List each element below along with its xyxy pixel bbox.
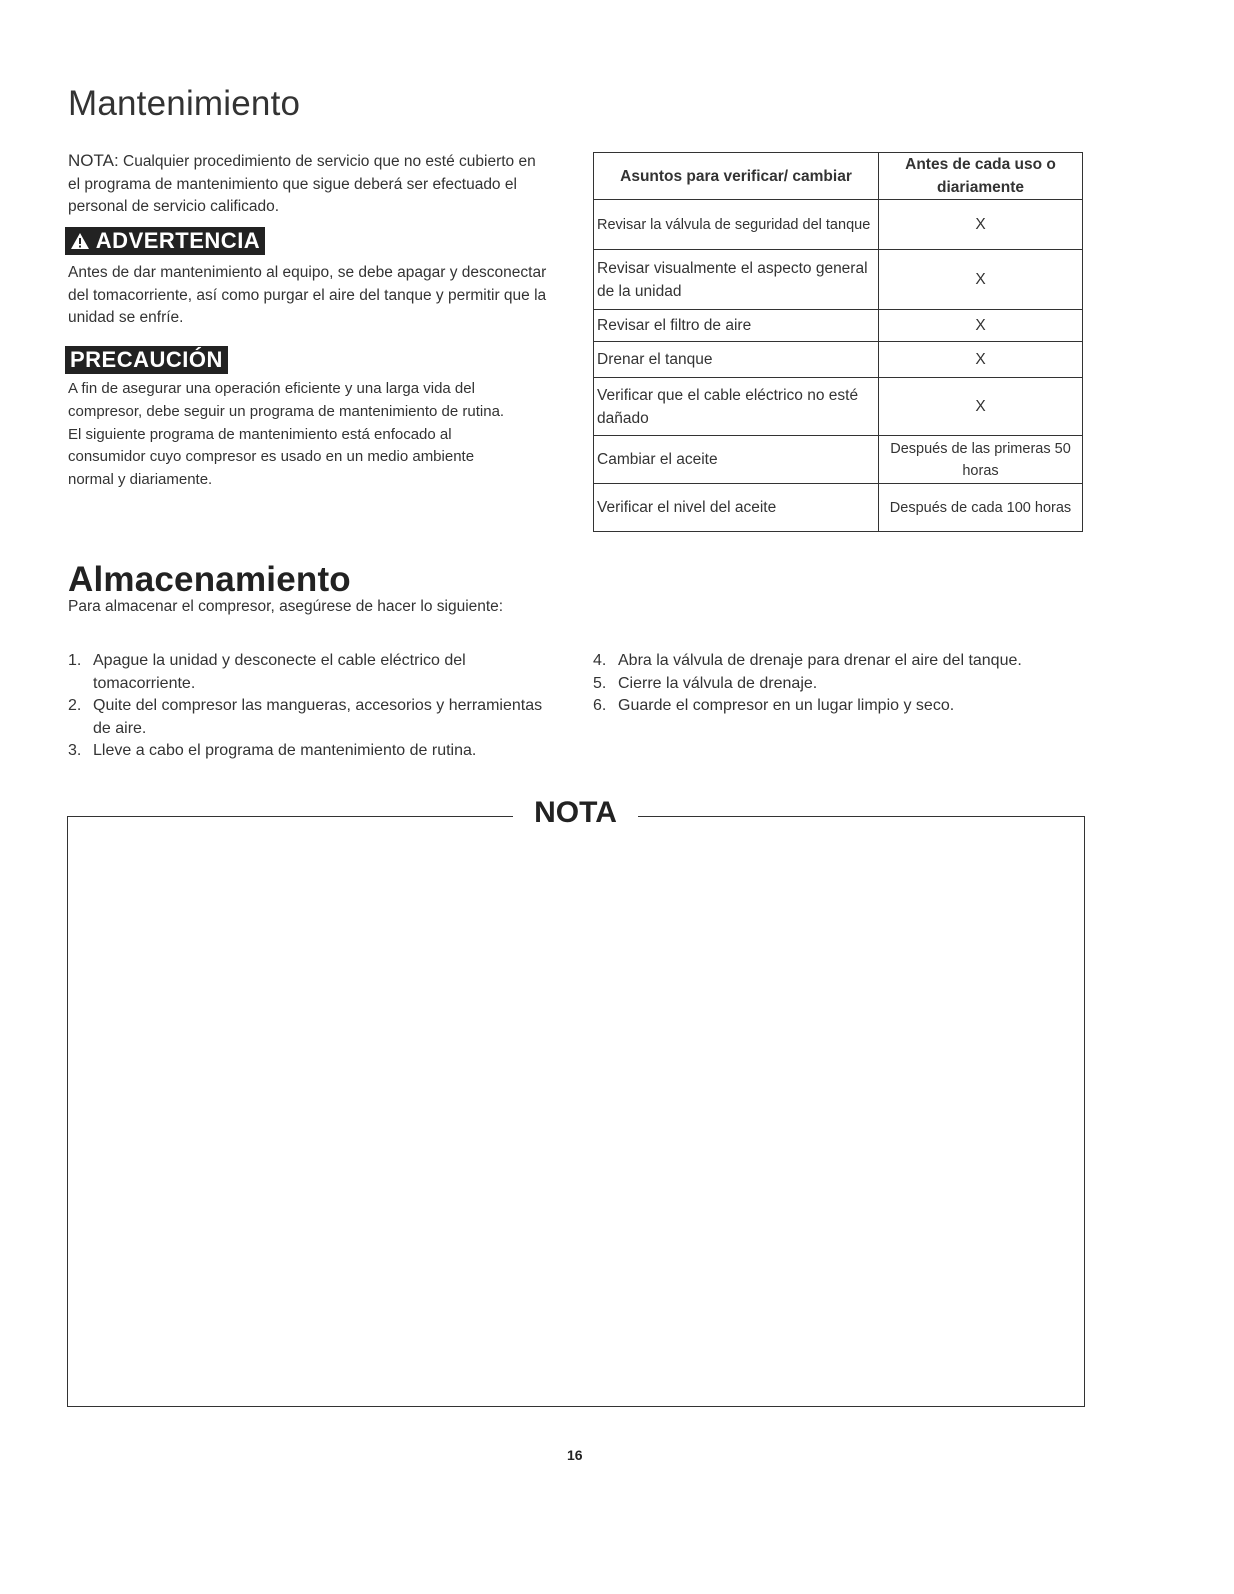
warning-text: Antes de dar mantenimiento al equipo, se debe apagar y desconectar del tomacorriente, así como purgar el aire del tanque y permitir que la unidad se enfríe. — [68, 264, 547, 326]
column-header-task: Asuntos para verificar/ cambiar — [594, 153, 879, 200]
list-item — [68, 740, 548, 763]
step-text: Apague la unidad y desconecte el cable eléctrico del tomacorriente. — [93, 652, 466, 692]
column-header-frequency: Antes de cada uso o diariamente — [879, 153, 1083, 200]
frequency-cell: X — [879, 342, 1083, 378]
step-text: Cierre la válvula de drenaje. — [618, 674, 818, 692]
table-row — [594, 250, 1083, 310]
storage-heading: Almacenamiento — [68, 560, 351, 599]
note-text: Cualquier procedimiento de servicio que no esté cubierto en el programa de mantenimiento que sigue deberá ser efectuado el personal de servicio calificado. — [68, 153, 536, 215]
step-text: Guarde el compresor en un lugar limpio y seco. — [618, 697, 955, 714]
task-cell: Revisar la válvula de seguridad del tanque — [594, 200, 879, 250]
step-number: 2. — [68, 697, 82, 714]
caution-label: PRECAUCIÓN — [65, 346, 228, 374]
frequency-cell: Después de cada 100 horas — [879, 484, 1083, 532]
maintenance-schedule-table — [593, 152, 1083, 532]
task-cell: Cambiar el aceite — [594, 436, 879, 484]
table-row — [594, 310, 1083, 342]
storage-steps-left — [68, 650, 548, 763]
list-item — [68, 650, 548, 695]
page-number: 16 — [567, 1447, 583, 1463]
step-number: 1. — [68, 652, 82, 669]
table-row — [594, 484, 1083, 532]
table-row — [594, 200, 1083, 250]
frequency-cell: X — [879, 200, 1083, 250]
frequency-cell: X — [879, 310, 1083, 342]
maintenance-heading: Mantenimiento — [68, 84, 301, 123]
step-text: Abra la válvula de drenaje para drenar el aire del tanque. — [618, 652, 1022, 669]
table-header-row — [594, 153, 1083, 200]
caution-text: A fin de asegurar una operación eficiente y una larga vida del compresor, debe seguir un programa de mantenimiento de rutina. El siguiente programa de mantenimiento está enfocado al consumidor cuyo compresor es usado en un medio ambiente normal y diariamente. — [68, 380, 505, 489]
storage-steps-right — [593, 650, 1053, 718]
warning-triangle-icon — [70, 228, 96, 253]
step-number: 3. — [68, 742, 82, 759]
maintenance-note — [68, 150, 548, 219]
table-row — [594, 342, 1083, 378]
step-number: 6. — [593, 697, 607, 714]
storage-intro: Para almacenar el compresor, asegúrese de hacer lo siguiente: — [68, 598, 504, 615]
note-lead: NOTA: — [68, 151, 119, 170]
table-row — [594, 436, 1083, 484]
task-cell: Revisar visualmente el aspecto general de la unidad — [594, 250, 879, 310]
warning-label-text: ADVERTENCIA — [95, 228, 261, 253]
list-item — [593, 650, 1053, 673]
note-frame — [67, 816, 1085, 1407]
task-cell: Verificar que el cable eléctrico no esté dañado — [594, 378, 879, 436]
task-cell: Verificar el nivel del aceite — [594, 484, 879, 532]
frequency-cell: Después de las primeras 50 horas — [879, 436, 1083, 484]
step-text: Lleve a cabo el programa de mantenimiento de rutina. — [93, 742, 477, 759]
list-item — [68, 695, 548, 740]
step-text: Quite del compresor las mangueras, accesorios y herramientas de aire. — [93, 697, 543, 737]
frequency-cell: X — [879, 250, 1083, 310]
task-cell: Revisar el filtro de aire — [594, 310, 879, 342]
warning-label — [65, 227, 265, 255]
table-row — [594, 378, 1083, 436]
task-cell: Drenar el tanque — [594, 342, 879, 378]
step-number: 5. — [593, 674, 607, 692]
frequency-cell: X — [879, 378, 1083, 436]
note-frame-title: NOTA — [534, 796, 617, 829]
step-number: 4. — [593, 652, 607, 669]
list-item — [593, 673, 1053, 696]
list-item — [593, 695, 1053, 718]
